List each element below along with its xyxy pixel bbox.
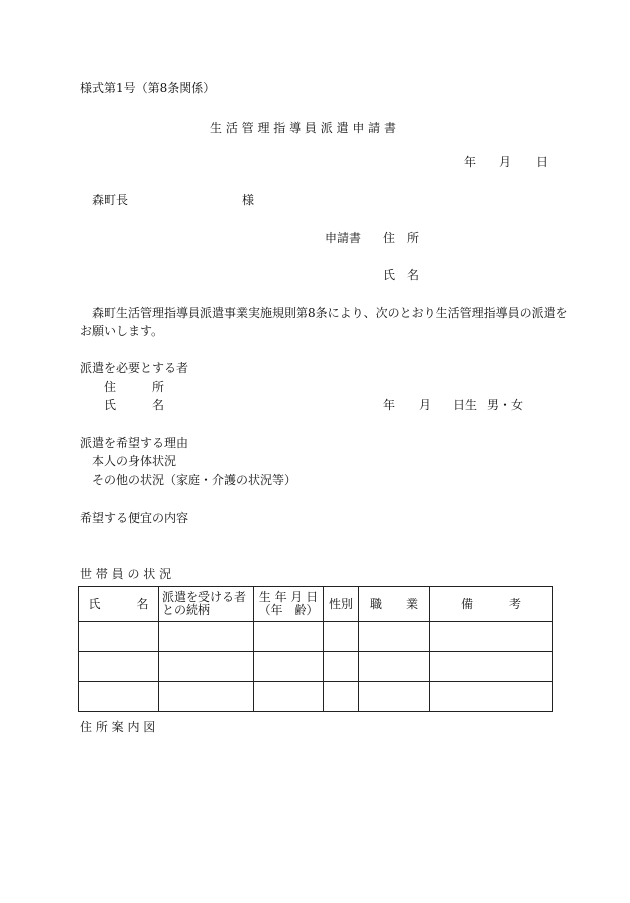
table-cell[interactable]	[254, 622, 324, 652]
form-number: 様式第1号（第8条関係）	[80, 81, 216, 95]
table-cell[interactable]	[254, 682, 324, 712]
person-gender: 男・女	[487, 398, 524, 412]
column-gender: 性別	[324, 587, 359, 622]
table-cell[interactable]	[79, 622, 159, 652]
convenience-heading: 希望する便宜の内容	[80, 511, 189, 525]
column-relation-line2: との続柄	[162, 603, 211, 617]
table-cell[interactable]	[430, 622, 553, 652]
table-row	[79, 622, 553, 652]
page-title: 生 活 管 理 指 導 員 派 遣 申 請 書	[210, 121, 396, 135]
applicant-name-label: 氏 名	[383, 268, 420, 282]
table-cell[interactable]	[79, 652, 159, 682]
table-row	[79, 682, 553, 712]
table-cell[interactable]	[430, 682, 553, 712]
column-relation-line1: 派遣を受ける者	[162, 590, 247, 604]
addressee-name: 森町長	[92, 193, 129, 207]
applicant-label: 申請書	[325, 231, 362, 245]
person-birth-month: 月	[419, 398, 432, 412]
reason-item-other: その他の状況（家庭・介護の状況等）	[92, 473, 297, 487]
table-row	[79, 652, 553, 682]
table-cell[interactable]	[79, 682, 159, 712]
applicant-address-label: 住 所	[383, 231, 420, 245]
reason-item-body: 本人の身体状況	[92, 454, 177, 468]
addressee-honorific: 様	[242, 193, 255, 207]
column-birth-line1: 生 年 月 日	[258, 590, 319, 604]
body-text-line1: 森町生活管理指導員派遣事業実施規則第8条により、次のとおり生活管理指導員の派遣を	[92, 306, 568, 320]
table-cell[interactable]	[430, 652, 553, 682]
person-name-label: 氏 名	[104, 398, 165, 412]
reason-section-heading: 派遣を希望する理由	[80, 436, 189, 450]
map-heading: 住 所 案 内 図	[80, 720, 156, 734]
date-month-label: 月	[499, 155, 512, 169]
table-cell[interactable]	[159, 652, 254, 682]
household-table	[78, 586, 553, 712]
table-cell[interactable]	[324, 652, 359, 682]
table-cell[interactable]	[359, 622, 430, 652]
column-occupation: 職 業	[359, 587, 430, 622]
table-cell[interactable]	[359, 652, 430, 682]
household-table-header	[79, 587, 553, 622]
person-section-heading: 派遣を必要とする者	[80, 361, 189, 375]
table-cell[interactable]	[324, 682, 359, 712]
date-year-label: 年	[464, 155, 477, 169]
household-heading: 世 帯 員 の 状 況	[80, 567, 172, 581]
column-birth-line2: （年 齢）	[258, 603, 319, 617]
column-remarks: 備 考	[430, 587, 553, 622]
column-birth	[254, 587, 324, 622]
table-cell[interactable]	[159, 622, 254, 652]
person-address-label: 住 所	[104, 380, 165, 394]
table-cell[interactable]	[324, 622, 359, 652]
column-relation	[159, 587, 254, 622]
table-cell[interactable]	[254, 652, 324, 682]
date-day-label: 日	[536, 155, 549, 169]
person-birth-year: 年	[383, 398, 396, 412]
table-cell[interactable]	[159, 682, 254, 712]
table-cell[interactable]	[359, 682, 430, 712]
column-name: 氏 名	[79, 587, 159, 622]
person-birth-day: 日生	[453, 398, 478, 412]
body-text-line2: お願いします。	[80, 324, 164, 338]
